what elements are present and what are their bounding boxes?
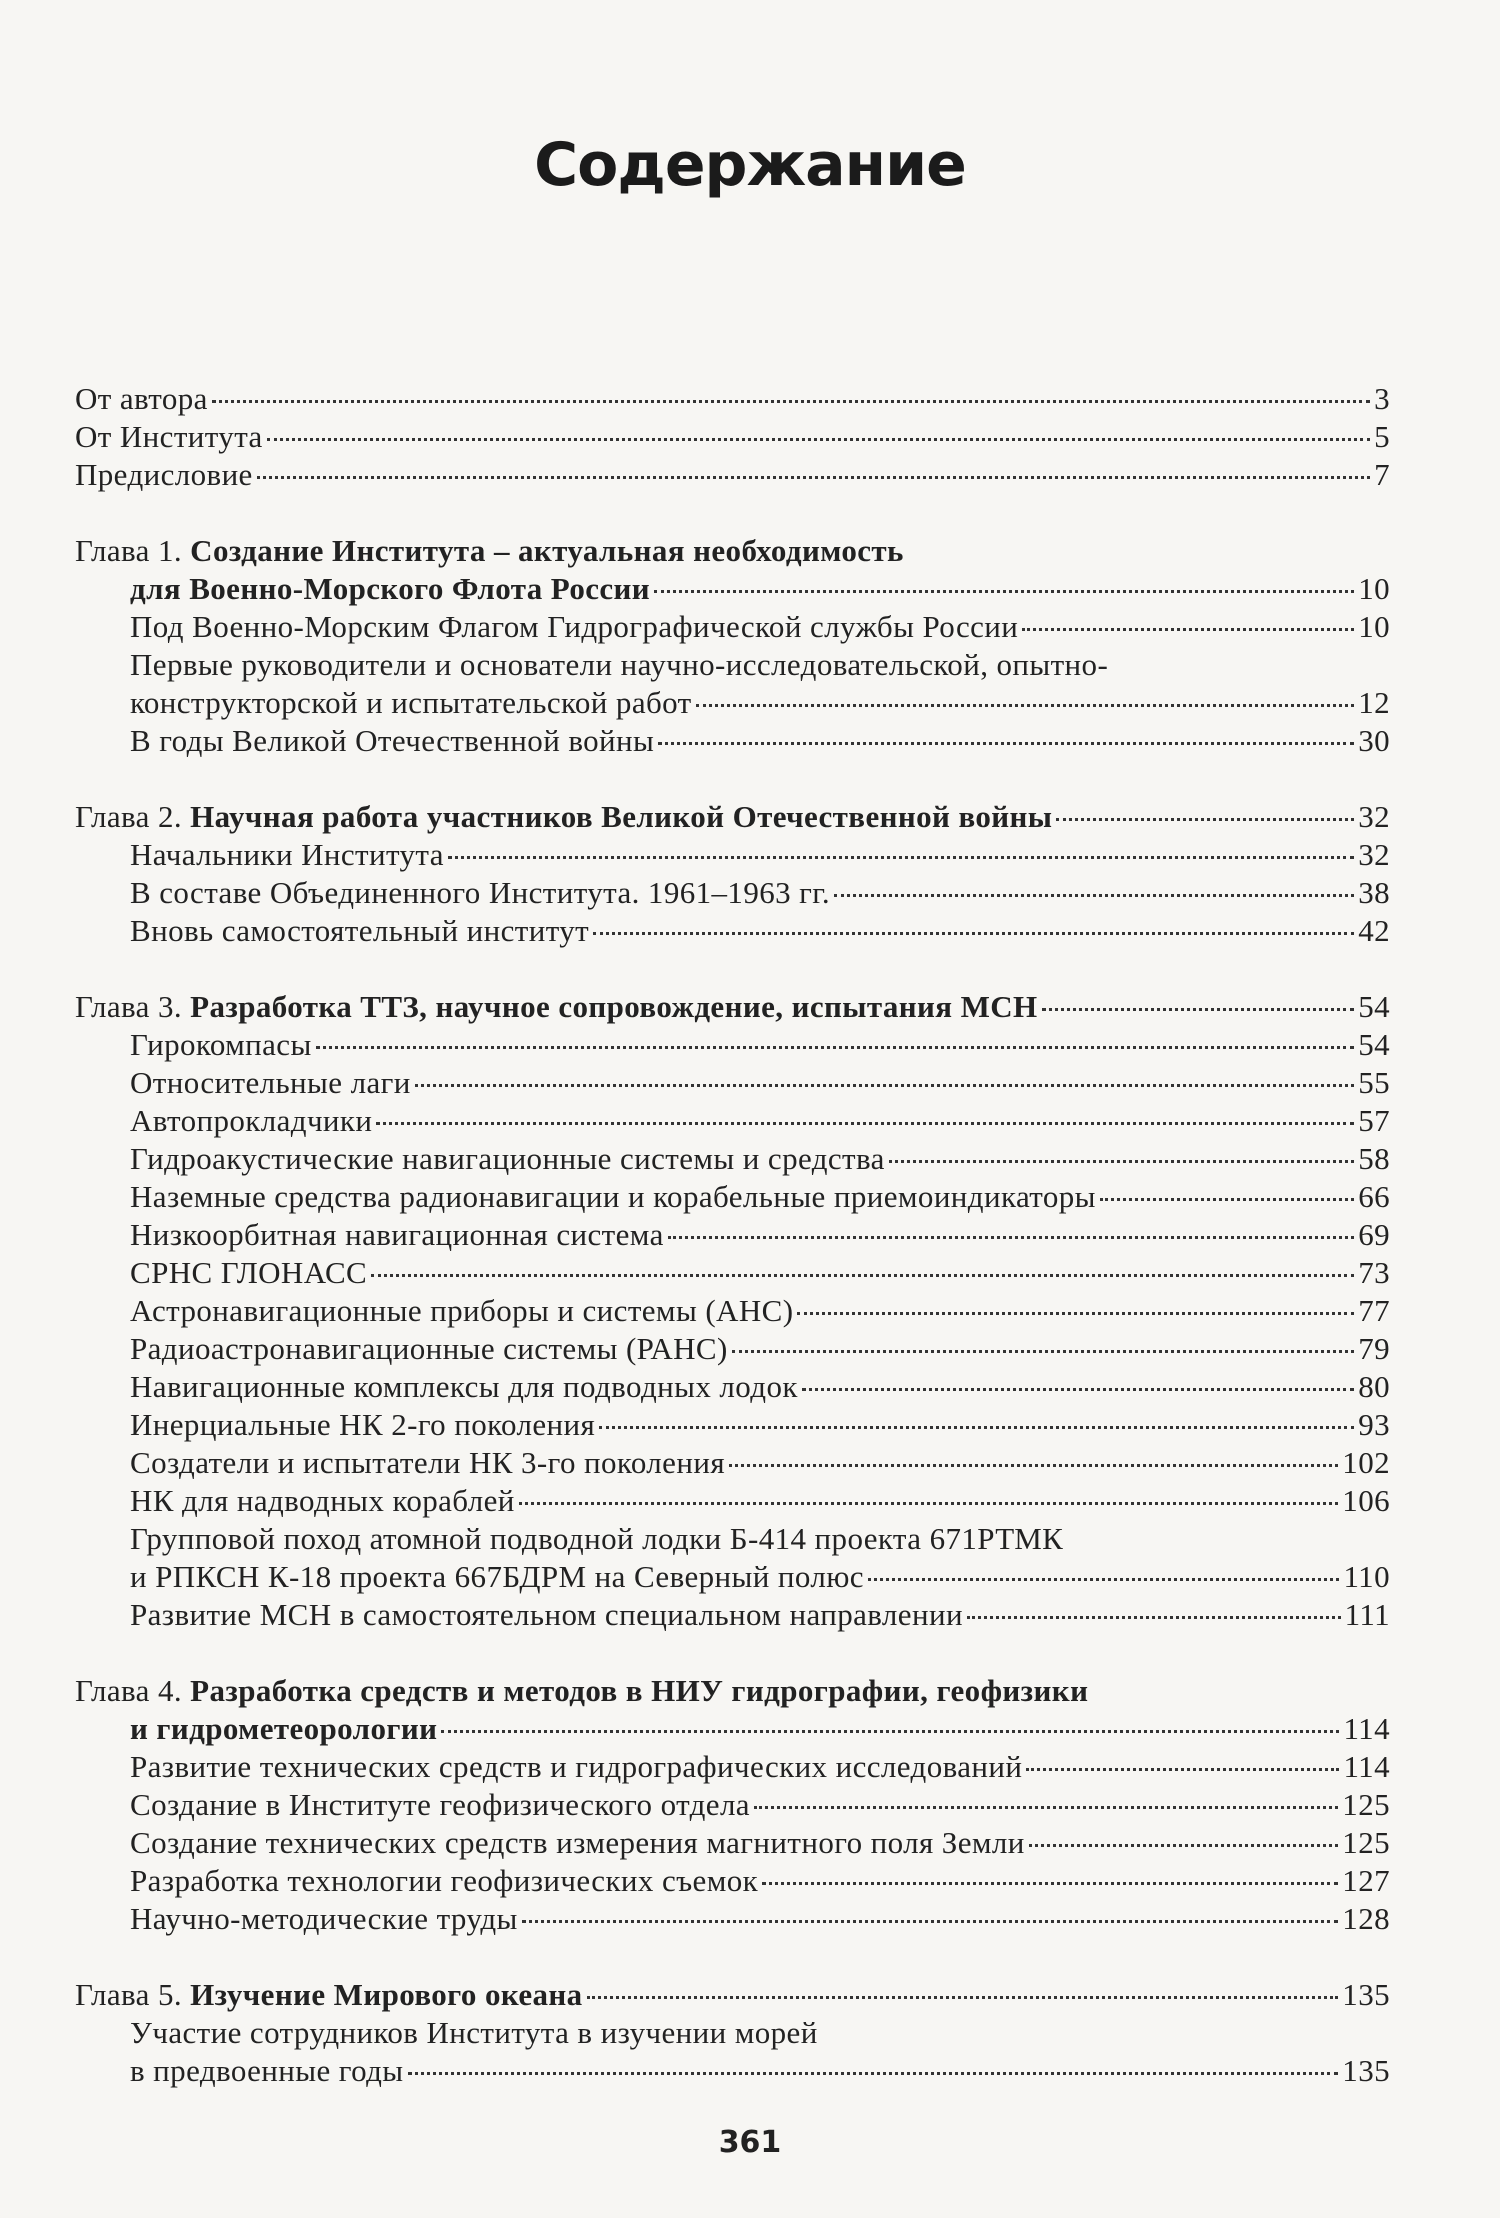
toc-entry-text: Астронавигационные приборы и системы (АНС) xyxy=(130,1293,794,1328)
dot-leader xyxy=(1022,628,1354,631)
dot-leader xyxy=(732,1350,1354,1353)
toc-entry[interactable] xyxy=(75,1026,1390,1064)
toc-page-number: 54 xyxy=(1358,1027,1390,1062)
toc-page-number: 106 xyxy=(1342,1483,1390,1518)
toc-entry-text: СРНС ГЛОНАСС xyxy=(130,1255,368,1290)
dot-leader xyxy=(729,1464,1338,1467)
toc-page-number: 32 xyxy=(1358,837,1390,872)
dot-leader xyxy=(257,476,1370,479)
toc-page-number: 42 xyxy=(1358,913,1390,948)
toc-entry[interactable] xyxy=(75,836,1390,874)
toc-page-number: 125 xyxy=(1342,1787,1390,1822)
toc-entry-text: Создание технических средств измерения магнитного поля Земли xyxy=(130,1825,1025,1860)
toc-page-number: 111 xyxy=(1344,1597,1390,1632)
toc-entry[interactable] xyxy=(75,1444,1390,1482)
toc-page-number: 135 xyxy=(1342,2053,1390,2088)
chapter-2-heading[interactable] xyxy=(75,798,1390,836)
toc-page-number: 110 xyxy=(1343,1559,1390,1594)
toc-entry[interactable] xyxy=(75,1406,1390,1444)
dot-leader xyxy=(654,590,1354,593)
toc-entry-text: конструкторской и испытательской работ xyxy=(130,685,692,720)
chapter-prefix: Глава 3. xyxy=(75,989,183,1024)
toc-page-number: 30 xyxy=(1358,723,1390,758)
toc-entry[interactable] xyxy=(75,1558,1390,1596)
dot-leader xyxy=(415,1084,1354,1087)
chapter-title: Создание Института – актуальная необходимость xyxy=(190,533,904,568)
toc-page-number: 114 xyxy=(1343,1711,1390,1746)
toc-page-number: 93 xyxy=(1358,1407,1390,1442)
toc-entry-text: Гирокомпасы xyxy=(130,1027,312,1062)
toc-entry-institute[interactable] xyxy=(75,418,1390,456)
toc-page-number: 77 xyxy=(1358,1293,1390,1328)
toc-entry-text: Развитие МСН в самостоятельном специальном направлении xyxy=(130,1597,963,1632)
dot-leader xyxy=(212,400,1370,403)
toc-entry-text: Относительные лаги xyxy=(130,1065,411,1100)
toc-entry-text: НК для надводных кораблей xyxy=(130,1483,515,1518)
chapter-title: Научная работа участников Великой Отечественной войны xyxy=(190,799,1053,834)
toc-page-number: 125 xyxy=(1342,1825,1390,1860)
dot-leader xyxy=(593,932,1354,935)
dot-leader xyxy=(1056,818,1354,821)
toc-entry-text: В годы Великой Отечественной войны xyxy=(130,723,655,758)
toc-entry-text: От автора xyxy=(75,381,208,416)
dot-leader xyxy=(519,1502,1339,1505)
toc-entry[interactable] xyxy=(75,1292,1390,1330)
toc-page-number: 12 xyxy=(1358,685,1390,720)
toc-entry[interactable] xyxy=(75,1102,1390,1140)
page-title: Содержание xyxy=(534,130,966,200)
toc-page-number: 58 xyxy=(1358,1141,1390,1176)
toc-page-number: 127 xyxy=(1342,1863,1390,1898)
toc-entry-text: В составе Объединенного Института. 1961–1963 гг. xyxy=(130,875,831,910)
toc-entry-text: Научно-методические труды xyxy=(130,1901,518,1936)
toc-page-number: 128 xyxy=(1342,1901,1390,1936)
chapter-title: Разработка ТТЗ, научное сопровождение, испытания МСН xyxy=(190,989,1038,1024)
dot-leader xyxy=(754,1806,1338,1809)
chapter-prefix: Глава 1. xyxy=(75,533,183,568)
toc-entry-text[interactable]: Первые руководители и основатели научно-исследовательской, опытно- xyxy=(130,647,1109,682)
toc-page-number: 5 xyxy=(1374,419,1390,454)
chapter-1-heading-cont[interactable] xyxy=(75,570,1390,608)
toc-page-number: 54 xyxy=(1358,989,1390,1024)
chapter-prefix: Глава 2. xyxy=(75,799,183,834)
dot-leader xyxy=(408,2072,1339,2075)
chapter-title: для Военно-Морского Флота России xyxy=(130,571,651,606)
toc-page-number: 80 xyxy=(1358,1369,1390,1404)
toc-entry-author[interactable] xyxy=(75,380,1390,418)
toc-entry-text: в предвоенные годы xyxy=(130,2053,404,2088)
dot-leader xyxy=(371,1274,1354,1277)
toc-entry-foreword[interactable] xyxy=(75,456,1390,494)
toc-entry[interactable] xyxy=(75,1824,1390,1862)
toc-entry[interactable] xyxy=(75,1330,1390,1368)
toc-page-number: 102 xyxy=(1342,1445,1390,1480)
toc-page-number: 135 xyxy=(1342,1977,1390,2012)
dot-leader xyxy=(522,1920,1339,1923)
dot-leader xyxy=(1029,1844,1339,1847)
dot-leader xyxy=(802,1388,1354,1391)
chapter-4-heading[interactable] xyxy=(75,1672,1390,1710)
dot-leader xyxy=(599,1426,1354,1429)
chapter-1-heading[interactable] xyxy=(75,532,1390,570)
toc-entry-text: Под Военно-Морским Флагом Гидрографической службы России xyxy=(130,609,1019,644)
dot-leader xyxy=(267,438,1370,441)
toc-entry-text: Наземные средства радионавигации и корабельные приемоиндикаторы xyxy=(130,1179,1096,1214)
chapter-prefix: Глава 5. xyxy=(75,1977,183,2012)
toc-entry[interactable] xyxy=(75,912,1390,950)
toc-entry[interactable] xyxy=(75,1368,1390,1406)
toc-entry[interactable] xyxy=(75,1178,1390,1216)
toc-page-number: 57 xyxy=(1358,1103,1390,1138)
toc-page-number: 3 xyxy=(1374,381,1390,416)
toc-page-number: 38 xyxy=(1358,875,1390,910)
dot-leader xyxy=(889,1160,1354,1163)
toc-entry-text: Гидроакустические навигационные системы и средства xyxy=(130,1141,885,1176)
toc-entry[interactable] xyxy=(75,1254,1390,1292)
toc-entry[interactable] xyxy=(75,1140,1390,1178)
toc-entry[interactable] xyxy=(75,1900,1390,1938)
page-number-footer: 361 xyxy=(718,2125,782,2160)
toc-entry-text: и РПКСН К-18 проекта 667БДРМ на Северный полюс xyxy=(130,1559,864,1594)
toc-entry[interactable] xyxy=(75,1862,1390,1900)
dot-leader xyxy=(1042,1008,1355,1011)
toc-entry[interactable] xyxy=(75,1216,1390,1254)
chapter-prefix: Глава 4. xyxy=(75,1673,183,1708)
dot-leader xyxy=(1026,1768,1339,1771)
toc-entry-text: Вновь самостоятельный институт xyxy=(130,913,590,948)
chapter-3-heading[interactable] xyxy=(75,988,1390,1026)
toc-entry[interactable] xyxy=(75,2052,1390,2090)
toc-entry[interactable] xyxy=(75,1786,1390,1824)
toc-entry-text: Радиоастронавигационные системы (РАНС) xyxy=(130,1331,728,1366)
toc-entry-text: От Института xyxy=(75,419,263,454)
toc-page-number: 55 xyxy=(1358,1065,1390,1100)
dot-leader xyxy=(376,1122,1354,1125)
toc-entry-text: Инерциальные НК 2-го поколения xyxy=(130,1407,596,1442)
toc-entry-text: Навигационные комплексы для подводных лодок xyxy=(130,1369,798,1404)
toc-page-number: 69 xyxy=(1358,1217,1390,1252)
chapter-title: Разработка средств и методов в НИУ гидрографии, геофизики xyxy=(190,1673,1089,1708)
chapter-title: Изучение Мирового океана xyxy=(190,1977,583,2012)
toc-entry[interactable] xyxy=(75,1596,1390,1634)
dot-leader xyxy=(658,742,1354,745)
chapter-4-heading-cont[interactable] xyxy=(75,1710,1390,1748)
toc-page-number: 10 xyxy=(1358,571,1390,606)
toc-entry[interactable] xyxy=(75,1748,1390,1786)
dot-leader xyxy=(587,1996,1339,1999)
toc-entry-text[interactable]: Групповой поход атомной подводной лодки Б-414 проекта 671РТМК xyxy=(130,1521,1064,1556)
toc-page-number: 7 xyxy=(1374,457,1390,492)
toc-entry[interactable] xyxy=(75,874,1390,912)
toc-entry-text: Разработка технологии геофизических съемок xyxy=(130,1863,759,1898)
chapter-5-heading[interactable] xyxy=(75,1976,1390,2014)
toc-entry-text: Создатели и испытатели НК 3-го поколения xyxy=(130,1445,725,1480)
toc-entry-text: Предисловие xyxy=(75,457,253,492)
toc-entry[interactable] xyxy=(75,722,1390,760)
toc-entry[interactable] xyxy=(75,1482,1390,1520)
toc-page-number: 114 xyxy=(1343,1749,1390,1784)
toc-page-number: 66 xyxy=(1358,1179,1390,1214)
toc-page-number: 32 xyxy=(1358,799,1390,834)
dot-leader xyxy=(696,704,1355,707)
toc-entry[interactable] xyxy=(75,608,1390,646)
toc-entry[interactable] xyxy=(75,1064,1390,1102)
toc-page-number: 79 xyxy=(1358,1331,1390,1366)
toc-entry[interactable] xyxy=(75,684,1390,722)
dot-leader xyxy=(834,894,1354,897)
dot-leader xyxy=(762,1882,1338,1885)
dot-leader xyxy=(448,856,1354,859)
toc-entry-text: Низкоорбитная навигационная система xyxy=(130,1217,664,1252)
toc-page-number: 10 xyxy=(1358,609,1390,644)
dot-leader xyxy=(868,1578,1340,1581)
dot-leader xyxy=(316,1046,1355,1049)
dot-leader xyxy=(967,1616,1341,1619)
chapter-title: и гидрометеорологии xyxy=(130,1711,438,1746)
dot-leader xyxy=(441,1730,1339,1733)
toc-entry-text: Создание в Институте геофизического отдела xyxy=(130,1787,750,1822)
toc-entry-text: Автопрокладчики xyxy=(130,1103,373,1138)
dot-leader xyxy=(668,1236,1354,1239)
table-of-contents xyxy=(75,380,1390,2090)
dot-leader xyxy=(1100,1198,1354,1201)
toc-entry-text: Начальники Института xyxy=(130,837,444,872)
toc-entry-text: Развитие технических средств и гидрографических исследований xyxy=(130,1749,1023,1784)
toc-page-number: 73 xyxy=(1358,1255,1390,1290)
dot-leader xyxy=(797,1312,1354,1315)
toc-entry-text[interactable]: Участие сотрудников Института в изучении морей xyxy=(130,2015,818,2050)
